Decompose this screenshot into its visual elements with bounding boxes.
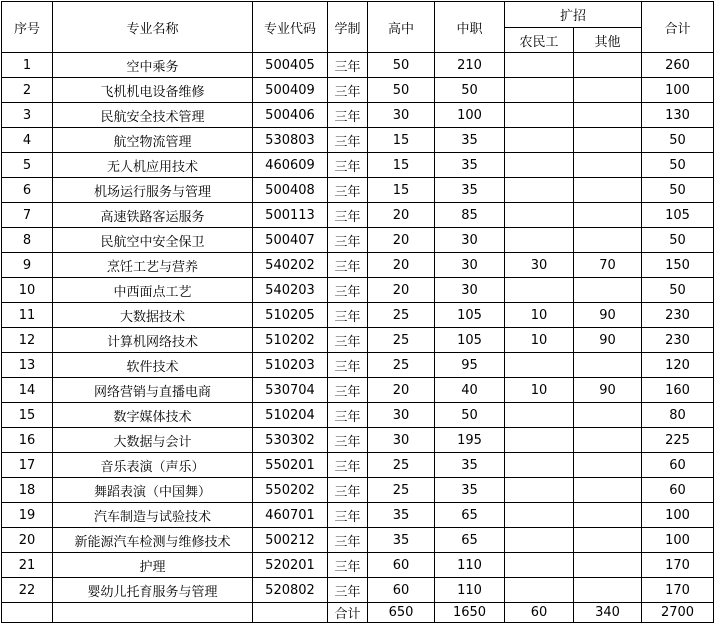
cell-vocational: 40	[435, 378, 505, 403]
cell-migrant	[505, 53, 574, 78]
cell-high-school: 35	[368, 528, 435, 553]
cell-seq: 6	[2, 178, 53, 203]
cell-other	[574, 178, 642, 203]
cell-seq: 17	[2, 453, 53, 478]
table-row	[2, 553, 714, 578]
cell-total: 60	[642, 478, 714, 503]
cell-seq: 7	[2, 203, 53, 228]
cell-duration: 三年	[328, 453, 368, 478]
cell-other	[574, 478, 642, 503]
cell-duration: 三年	[328, 278, 368, 303]
cell-high-school: 20	[368, 253, 435, 278]
cell-other	[574, 228, 642, 253]
table-row	[2, 153, 714, 178]
cell-high-school: 35	[368, 503, 435, 528]
totals-high: 650	[368, 603, 435, 623]
cell-total: 50	[642, 228, 714, 253]
cell-major-code: 530302	[253, 428, 328, 453]
cell-vocational: 65	[435, 528, 505, 553]
cell-major-name: 航空物流管理	[53, 128, 253, 153]
cell-major-name: 大数据与会计	[53, 428, 253, 453]
cell-vocational: 105	[435, 328, 505, 353]
cell-major-name: 软件技术	[53, 353, 253, 378]
cell-seq: 14	[2, 378, 53, 403]
cell-major-code: 460609	[253, 153, 328, 178]
cell-migrant	[505, 553, 574, 578]
cell-major-code: 510202	[253, 328, 328, 353]
cell-migrant	[505, 503, 574, 528]
cell-duration: 三年	[328, 528, 368, 553]
cell-major-name: 网络营销与直播电商	[53, 378, 253, 403]
totals-other: 340	[574, 603, 642, 623]
cell-vocational: 110	[435, 553, 505, 578]
cell-other	[574, 103, 642, 128]
cell-migrant	[505, 228, 574, 253]
cell-vocational: 85	[435, 203, 505, 228]
cell-seq: 5	[2, 153, 53, 178]
enrollment-plan-table	[1, 1, 714, 623]
cell-other	[574, 553, 642, 578]
cell-duration: 三年	[328, 503, 368, 528]
cell-vocational: 195	[435, 428, 505, 453]
cell-migrant	[505, 578, 574, 603]
cell-major-code: 550201	[253, 453, 328, 478]
cell-high-school: 15	[368, 128, 435, 153]
cell-seq: 1	[2, 53, 53, 78]
cell-seq: 20	[2, 528, 53, 553]
cell-major-name: 机场运行服务与管理	[53, 178, 253, 203]
cell-high-school: 25	[368, 303, 435, 328]
totals-total: 2700	[642, 603, 714, 623]
cell-other: 90	[574, 328, 642, 353]
cell-vocational: 210	[435, 53, 505, 78]
cell-major-code: 510203	[253, 353, 328, 378]
table-row	[2, 103, 714, 128]
cell-major-code: 500113	[253, 203, 328, 228]
cell-major-code: 520201	[253, 553, 328, 578]
cell-migrant: 10	[505, 328, 574, 353]
cell-major-name: 汽车制造与试验技术	[53, 503, 253, 528]
cell-high-school: 50	[368, 53, 435, 78]
cell-vocational: 30	[435, 253, 505, 278]
cell-total: 130	[642, 103, 714, 128]
cell-duration: 三年	[328, 178, 368, 203]
cell-seq: 8	[2, 228, 53, 253]
cell-major-name: 婴幼儿托育服务与管理	[53, 578, 253, 603]
cell-migrant	[505, 528, 574, 553]
table-row	[2, 428, 714, 453]
cell-duration: 三年	[328, 128, 368, 153]
cell-total: 225	[642, 428, 714, 453]
cell-seq: 11	[2, 303, 53, 328]
header-duration: 学制	[328, 2, 368, 53]
cell-total: 100	[642, 528, 714, 553]
cell-seq: 16	[2, 428, 53, 453]
table-row	[2, 353, 714, 378]
cell-vocational: 35	[435, 478, 505, 503]
totals-label: 合计	[328, 603, 368, 623]
cell-high-school: 15	[368, 178, 435, 203]
cell-duration: 三年	[328, 428, 368, 453]
cell-duration: 三年	[328, 103, 368, 128]
cell-total: 50	[642, 178, 714, 203]
cell-major-name: 民航安全技术管理	[53, 103, 253, 128]
cell-other	[574, 428, 642, 453]
table-row	[2, 328, 714, 353]
cell-total: 105	[642, 203, 714, 228]
table-body	[2, 53, 714, 603]
totals-migrant: 60	[505, 603, 574, 623]
table-row	[2, 403, 714, 428]
cell-duration: 三年	[328, 328, 368, 353]
cell-migrant	[505, 478, 574, 503]
cell-total: 50	[642, 128, 714, 153]
cell-total: 260	[642, 53, 714, 78]
cell-total: 50	[642, 278, 714, 303]
cell-total: 120	[642, 353, 714, 378]
cell-total: 150	[642, 253, 714, 278]
cell-duration: 三年	[328, 578, 368, 603]
header-total: 合计	[642, 2, 714, 53]
cell-migrant	[505, 353, 574, 378]
cell-other	[574, 128, 642, 153]
cell-vocational: 95	[435, 353, 505, 378]
cell-major-code: 500409	[253, 78, 328, 103]
cell-seq: 2	[2, 78, 53, 103]
table-row	[2, 128, 714, 153]
header-code: 专业代码	[253, 2, 328, 53]
table-row	[2, 578, 714, 603]
cell-other	[574, 53, 642, 78]
table-row	[2, 378, 714, 403]
cell-seq: 19	[2, 503, 53, 528]
cell-major-code: 540203	[253, 278, 328, 303]
cell-other	[574, 528, 642, 553]
cell-high-school: 25	[368, 453, 435, 478]
cell-major-name: 飞机机电设备维修	[53, 78, 253, 103]
cell-major-code: 530803	[253, 128, 328, 153]
cell-high-school: 30	[368, 103, 435, 128]
cell-major-name: 护理	[53, 553, 253, 578]
cell-major-code: 500212	[253, 528, 328, 553]
cell-seq: 21	[2, 553, 53, 578]
header-row-top	[2, 2, 714, 28]
cell-other	[574, 353, 642, 378]
cell-vocational: 35	[435, 153, 505, 178]
cell-migrant	[505, 428, 574, 453]
cell-total: 170	[642, 553, 714, 578]
cell-seq: 9	[2, 253, 53, 278]
cell-seq: 13	[2, 353, 53, 378]
cell-vocational: 50	[435, 78, 505, 103]
cell-migrant	[505, 153, 574, 178]
cell-other: 90	[574, 378, 642, 403]
cell-total: 100	[642, 503, 714, 528]
cell-migrant	[505, 278, 574, 303]
header-vocational: 中职	[435, 2, 505, 53]
cell-major-code: 550202	[253, 478, 328, 503]
totals-code-cell	[253, 603, 328, 623]
cell-major-code: 500407	[253, 228, 328, 253]
table-row	[2, 253, 714, 278]
table-row	[2, 503, 714, 528]
cell-vocational: 110	[435, 578, 505, 603]
totals-seq-cell	[2, 603, 53, 623]
cell-migrant: 10	[505, 303, 574, 328]
cell-high-school: 25	[368, 478, 435, 503]
cell-duration: 三年	[328, 203, 368, 228]
cell-total: 170	[642, 578, 714, 603]
cell-duration: 三年	[328, 403, 368, 428]
cell-major-name: 舞蹈表演（中国舞）	[53, 478, 253, 503]
cell-other	[574, 578, 642, 603]
header-seq: 序号	[2, 2, 53, 53]
cell-major-code: 460701	[253, 503, 328, 528]
cell-duration: 三年	[328, 303, 368, 328]
cell-other	[574, 153, 642, 178]
cell-migrant	[505, 453, 574, 478]
table-row	[2, 478, 714, 503]
cell-high-school: 20	[368, 278, 435, 303]
cell-other	[574, 453, 642, 478]
table-row	[2, 178, 714, 203]
cell-high-school: 60	[368, 553, 435, 578]
cell-other	[574, 403, 642, 428]
cell-major-name: 新能源汽车检测与维修技术	[53, 528, 253, 553]
cell-major-name: 空中乘务	[53, 53, 253, 78]
cell-total: 230	[642, 328, 714, 353]
header-high-school: 高中	[368, 2, 435, 53]
header-migrant: 农民工	[505, 28, 574, 53]
cell-total: 60	[642, 453, 714, 478]
table-row	[2, 228, 714, 253]
cell-duration: 三年	[328, 228, 368, 253]
cell-vocational: 50	[435, 403, 505, 428]
cell-major-name: 数字媒体技术	[53, 403, 253, 428]
cell-high-school: 50	[368, 78, 435, 103]
cell-duration: 三年	[328, 153, 368, 178]
cell-migrant	[505, 128, 574, 153]
cell-high-school: 30	[368, 403, 435, 428]
table-row	[2, 278, 714, 303]
header-expansion: 扩招	[505, 2, 642, 28]
cell-major-name: 中西面点工艺	[53, 278, 253, 303]
cell-major-name: 大数据技术	[53, 303, 253, 328]
table-row	[2, 203, 714, 228]
table-row	[2, 53, 714, 78]
cell-migrant	[505, 403, 574, 428]
cell-major-code: 510204	[253, 403, 328, 428]
totals-voc: 1650	[435, 603, 505, 623]
header-other: 其他	[574, 28, 642, 53]
cell-migrant	[505, 178, 574, 203]
cell-total: 230	[642, 303, 714, 328]
table-row	[2, 453, 714, 478]
cell-migrant	[505, 78, 574, 103]
cell-duration: 三年	[328, 378, 368, 403]
cell-other: 90	[574, 303, 642, 328]
cell-high-school: 20	[368, 378, 435, 403]
cell-high-school: 60	[368, 578, 435, 603]
table-row	[2, 78, 714, 103]
cell-vocational: 30	[435, 228, 505, 253]
cell-major-name: 无人机应用技术	[53, 153, 253, 178]
cell-total: 80	[642, 403, 714, 428]
cell-other	[574, 203, 642, 228]
cell-seq: 10	[2, 278, 53, 303]
cell-duration: 三年	[328, 353, 368, 378]
cell-migrant	[505, 103, 574, 128]
cell-vocational: 35	[435, 178, 505, 203]
totals-name-cell	[53, 603, 253, 623]
table-row	[2, 303, 714, 328]
totals-row	[2, 603, 714, 623]
cell-major-name: 计算机网络技术	[53, 328, 253, 353]
cell-major-name: 高速铁路客运服务	[53, 203, 253, 228]
cell-seq: 15	[2, 403, 53, 428]
cell-vocational: 105	[435, 303, 505, 328]
cell-duration: 三年	[328, 78, 368, 103]
cell-major-code: 530704	[253, 378, 328, 403]
cell-migrant: 30	[505, 253, 574, 278]
cell-duration: 三年	[328, 253, 368, 278]
cell-major-code: 500405	[253, 53, 328, 78]
cell-seq: 18	[2, 478, 53, 503]
cell-seq: 4	[2, 128, 53, 153]
cell-major-code: 540202	[253, 253, 328, 278]
cell-high-school: 30	[368, 428, 435, 453]
cell-other	[574, 278, 642, 303]
cell-vocational: 35	[435, 453, 505, 478]
cell-total: 100	[642, 78, 714, 103]
cell-vocational: 100	[435, 103, 505, 128]
cell-vocational: 35	[435, 128, 505, 153]
cell-high-school: 20	[368, 203, 435, 228]
cell-high-school: 25	[368, 328, 435, 353]
cell-migrant	[505, 203, 574, 228]
cell-high-school: 25	[368, 353, 435, 378]
cell-vocational: 30	[435, 278, 505, 303]
cell-vocational: 65	[435, 503, 505, 528]
cell-other	[574, 78, 642, 103]
cell-duration: 三年	[328, 553, 368, 578]
cell-major-name: 音乐表演（声乐）	[53, 453, 253, 478]
cell-duration: 三年	[328, 53, 368, 78]
cell-major-code: 510205	[253, 303, 328, 328]
cell-high-school: 15	[368, 153, 435, 178]
cell-seq: 3	[2, 103, 53, 128]
cell-major-code: 500406	[253, 103, 328, 128]
table-row	[2, 528, 714, 553]
cell-other	[574, 503, 642, 528]
cell-total: 50	[642, 153, 714, 178]
cell-total: 160	[642, 378, 714, 403]
cell-duration: 三年	[328, 478, 368, 503]
header-name: 专业名称	[53, 2, 253, 53]
cell-major-code: 520802	[253, 578, 328, 603]
cell-major-code: 500408	[253, 178, 328, 203]
cell-other: 70	[574, 253, 642, 278]
cell-seq: 22	[2, 578, 53, 603]
cell-seq: 12	[2, 328, 53, 353]
cell-migrant: 10	[505, 378, 574, 403]
cell-high-school: 20	[368, 228, 435, 253]
cell-major-name: 烹饪工艺与营养	[53, 253, 253, 278]
cell-major-name: 民航空中安全保卫	[53, 228, 253, 253]
